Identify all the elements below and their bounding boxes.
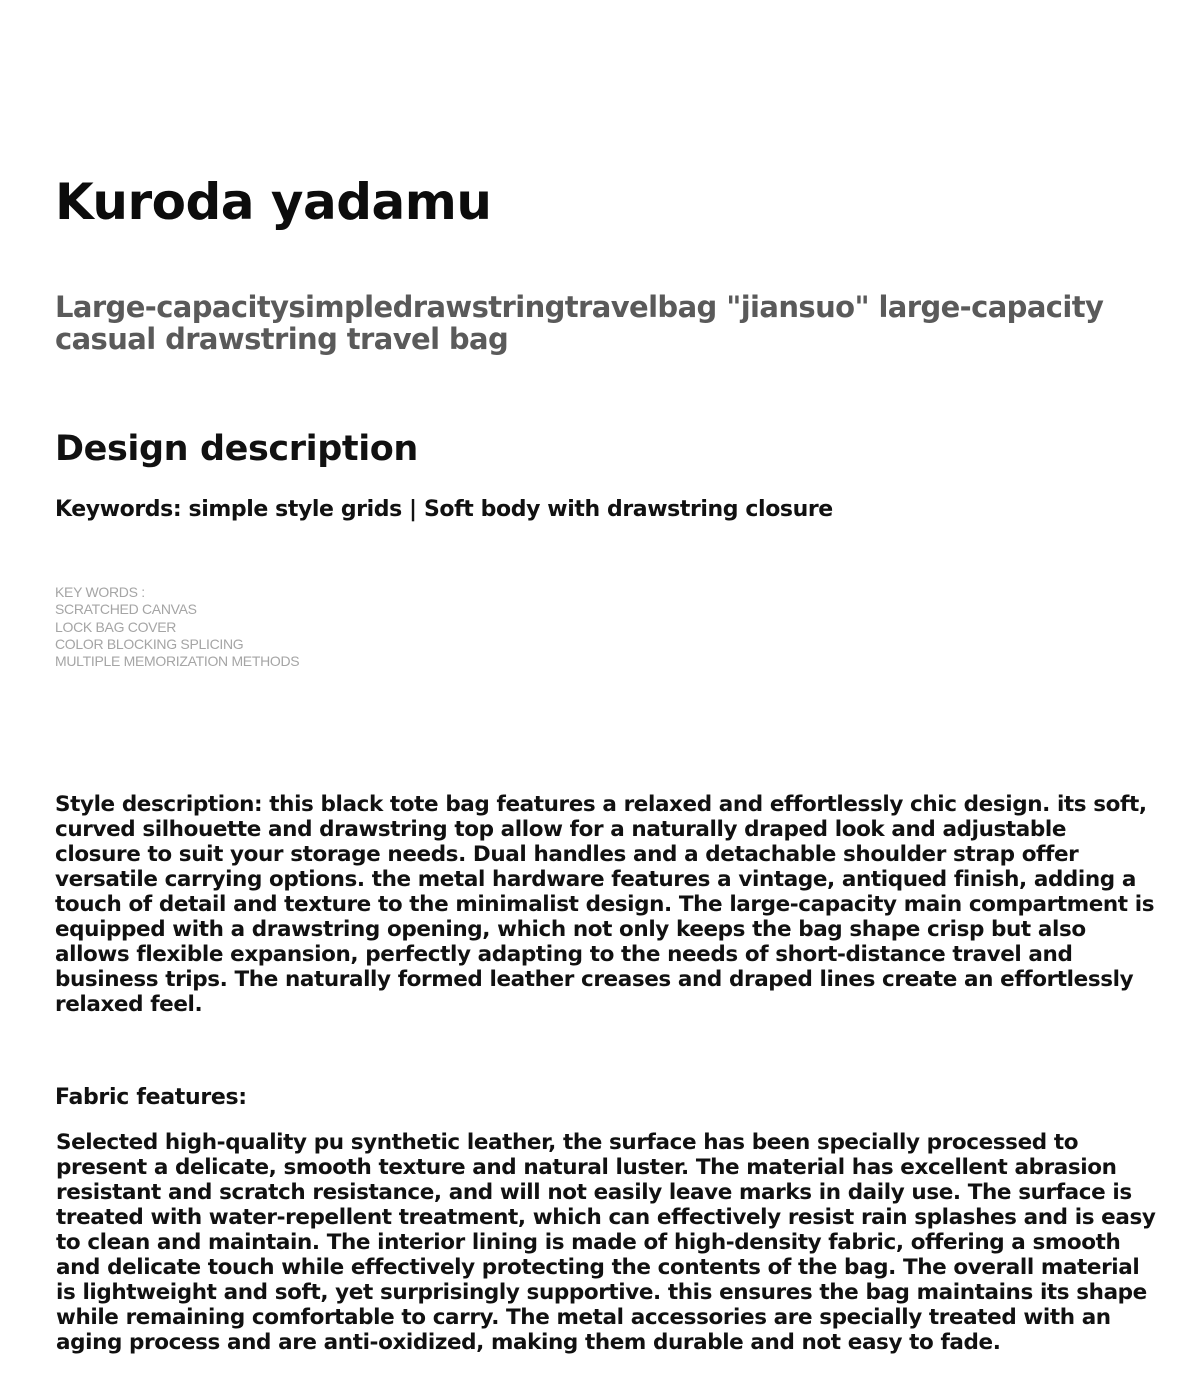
brand-title: Kuroda yadamu xyxy=(55,173,492,231)
style-description: Style description: this black tote bag features a relaxed and effortlessly chic design. its soft, curved silhouette and drawstring top allow for a naturally draped look and adjustable closure to suit your storage needs. Dual handles and a detachable shoulder strap offer versatile carrying options. the metal hardware features a vintage, antiqued finish, adding a touch of detail and texture to the minimalist design. The large-capacity main compartment is equipped with a drawstring opening, which not only keeps the bag shape crisp but also allows flexible expansion, perfectly adapting to the needs of short-distance travel and business trips. The naturally formed leather creases and draped lines create an effortlessly relaxed feel. xyxy=(55,792,1155,1017)
keyword-list xyxy=(55,584,299,670)
product-name: Large-capacitysimpledrawstringtravelbag "jiansuo" large-capacity casual drawstring travel bag xyxy=(55,290,1104,356)
design-description-heading: Design description xyxy=(55,429,418,469)
fabric-features-heading: Fabric features: xyxy=(55,1085,247,1110)
keyword-list-heading: KEY WORDS : xyxy=(55,584,145,600)
keywords-line: Keywords: simple style grids | Soft body with drawstring closure xyxy=(55,497,833,522)
fabric-description: Selected high-quality pu synthetic leather, the surface has been specially processed to present a delicate, smooth texture and natural luster. The material has excellent abrasion resistant and scratch resistance, and will not easily leave marks in daily use. The surface is treated with water-repellent treatment, which can effectively resist rain splashes and is easy to clean and maintain. The interior lining is made of high-density fabric, offering a smooth and delicate touch while effectively protecting the contents of the bag. The overall material is lightweight and soft, yet surprisingly supportive. this ensures the bag maintains its shape while remaining comfortable to carry. The metal accessories are specially treated with an aging process and are anti-oxidized, making them durable and not easy to fade. xyxy=(56,1130,1156,1355)
keyword-item: COLOR BLOCKING SPLICING xyxy=(55,635,244,652)
keyword-item: LOCK BAG COVER xyxy=(55,618,177,635)
keyword-item: SCRATCHED CANVAS xyxy=(55,601,197,618)
keyword-item: MULTIPLE MEMORIZATION METHODS xyxy=(55,653,300,670)
